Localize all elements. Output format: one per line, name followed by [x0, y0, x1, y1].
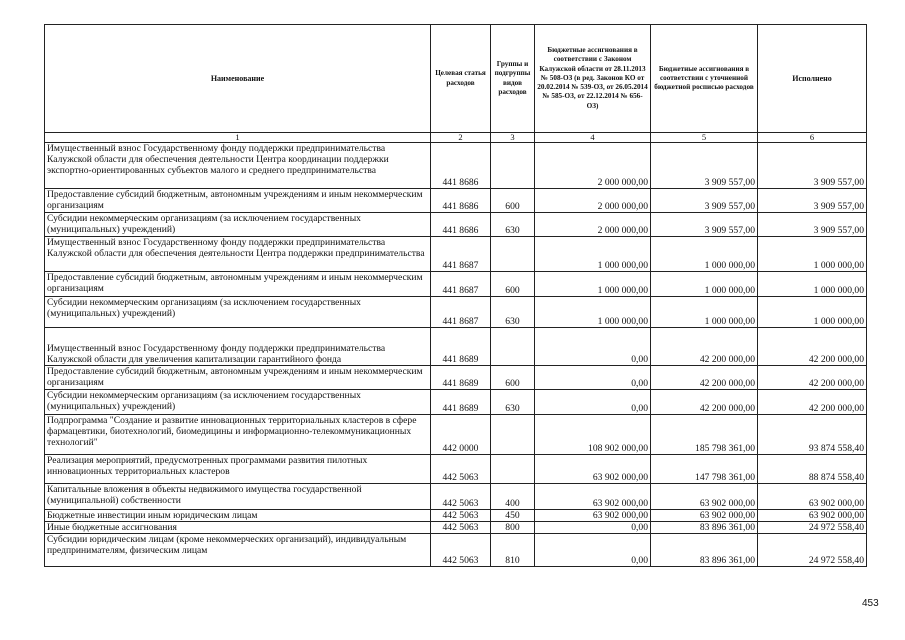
budget-table	[44, 24, 867, 567]
column-number: 4	[535, 133, 651, 143]
row-group: 600	[491, 366, 535, 390]
row-plan-amount: 63 902 000,00	[651, 510, 758, 522]
row-group: 600	[491, 189, 535, 213]
row-done-amount: 3 909 557,00	[758, 213, 867, 237]
row-name: Субсидии некоммерческим организациям (за исключением государственных (муниципальных) учреждений)	[45, 213, 431, 237]
row-group: 810	[491, 534, 535, 567]
row-article: 441 8689	[431, 366, 491, 390]
row-group: 630	[491, 297, 535, 328]
row-name: Предоставление субсидий бюджетным, автономным учреждениям и иным некоммерческим организациям	[45, 189, 431, 213]
column-number: 2	[431, 133, 491, 143]
row-article: 441 8687	[431, 237, 491, 272]
row-name: Капитальные вложения в объекты недвижимого имущества государственной (муниципальной) собственности	[45, 484, 431, 510]
header-law-allocations: Бюджетные ассигнования в соответствии с Законом Калужской области от 28.11.2013 № 508-ОЗ (в ред. Законов КО от 20.02.2014 № 539-ОЗ, от 26.05.2014 № 585-ОЗ, от 22.12.2014 № 656-ОЗ)	[535, 25, 651, 133]
table-row	[45, 213, 867, 237]
row-done-amount: 42 200 000,00	[758, 328, 867, 366]
header-row	[45, 25, 867, 133]
row-done-amount: 24 972 558,40	[758, 522, 867, 534]
column-number: 1	[45, 133, 431, 143]
row-name: Субсидии юридическим лицам (кроме некоммерческих организаций), индивидуальным предпринимателям, физическим лицам	[45, 534, 431, 567]
row-name: Иные бюджетные ассигнования	[45, 522, 431, 534]
table-row	[45, 366, 867, 390]
row-law-amount: 0,00	[535, 366, 651, 390]
row-group: 400	[491, 484, 535, 510]
row-law-amount: 1 000 000,00	[535, 297, 651, 328]
table-row	[45, 484, 867, 510]
row-plan-amount: 3 909 557,00	[651, 213, 758, 237]
row-article: 441 8686	[431, 189, 491, 213]
column-number: 6	[758, 133, 867, 143]
row-group	[491, 328, 535, 366]
row-name: Субсидии некоммерческим организациям (за исключением государственных (муниципальных) учреждений)	[45, 297, 431, 328]
row-law-amount: 0,00	[535, 328, 651, 366]
table-row	[45, 522, 867, 534]
row-name: Предоставление субсидий бюджетным, автономным учреждениям и иным некоммерческим организациям	[45, 366, 431, 390]
row-done-amount: 3 909 557,00	[758, 143, 867, 189]
row-name: Имущественный взнос Государственному фонду поддержки предпринимательства Калужской области для обеспечения деятельности Центра координации поддержки экспортно-ориентированных субъектов малого и среднего предпринимательства	[45, 143, 431, 189]
row-law-amount: 63 902 000,00	[535, 455, 651, 484]
row-plan-amount: 1 000 000,00	[651, 297, 758, 328]
row-law-amount: 0,00	[535, 534, 651, 567]
row-article: 442 5063	[431, 455, 491, 484]
header-executed: Исполнено	[758, 25, 867, 133]
row-name: Предоставление субсидий бюджетным, автономным учреждениям и иным некоммерческим организациям	[45, 272, 431, 297]
row-name: Бюджетные инвестиции иным юридическим лицам	[45, 510, 431, 522]
row-done-amount: 3 909 557,00	[758, 189, 867, 213]
row-group: 630	[491, 390, 535, 415]
row-article: 441 8689	[431, 390, 491, 415]
row-plan-amount: 83 896 361,00	[651, 534, 758, 567]
row-plan-amount: 185 798 361,00	[651, 415, 758, 455]
column-number: 5	[651, 133, 758, 143]
row-plan-amount: 1 000 000,00	[651, 237, 758, 272]
row-group	[491, 415, 535, 455]
table-row	[45, 455, 867, 484]
row-group: 630	[491, 213, 535, 237]
row-group: 450	[491, 510, 535, 522]
row-plan-amount: 3 909 557,00	[651, 143, 758, 189]
table-row	[45, 272, 867, 297]
row-article: 441 8687	[431, 297, 491, 328]
row-group: 600	[491, 272, 535, 297]
table-row	[45, 510, 867, 522]
row-article: 442 5063	[431, 534, 491, 567]
table-row	[45, 328, 867, 366]
row-plan-amount: 42 200 000,00	[651, 390, 758, 415]
row-article: 441 8686	[431, 143, 491, 189]
row-plan-amount: 42 200 000,00	[651, 328, 758, 366]
header-expense-groups: Группы и подгруппы видов расходов	[491, 25, 535, 133]
row-name: Имущественный взнос Государственному фонду поддержки предпринимательства Калужской области для обеспечения деятельности Центра поддержки предпринимательства	[45, 237, 431, 272]
row-done-amount: 24 972 558,40	[758, 534, 867, 567]
header-revised-allocations: Бюджетные ассигнования в соответствии с уточненной бюджетной росписью расходов	[651, 25, 758, 133]
row-law-amount: 108 902 000,00	[535, 415, 651, 455]
column-number-row	[45, 133, 867, 143]
table-row	[45, 143, 867, 189]
row-article: 441 8687	[431, 272, 491, 297]
budget-table-sheet	[44, 24, 867, 567]
header-target-article: Целевая статья расходов	[431, 25, 491, 133]
row-group: 800	[491, 522, 535, 534]
row-name: Имущественный взнос Государственному фонду поддержки предпринимательства Калужской области для увеличения капитализации гарантийного фонда	[45, 328, 431, 366]
row-done-amount: 63 902 000,00	[758, 510, 867, 522]
row-name: Субсидии некоммерческим организациям (за исключением государственных (муниципальных) учреждений)	[45, 390, 431, 415]
row-plan-amount: 3 909 557,00	[651, 189, 758, 213]
row-article: 442 0000	[431, 415, 491, 455]
row-law-amount: 0,00	[535, 390, 651, 415]
row-article: 442 5063	[431, 522, 491, 534]
row-law-amount: 0,00	[535, 522, 651, 534]
row-law-amount: 2 000 000,00	[535, 213, 651, 237]
page-number: 453	[862, 598, 879, 609]
row-group	[491, 455, 535, 484]
row-law-amount: 63 902 000,00	[535, 510, 651, 522]
table-row	[45, 415, 867, 455]
row-article: 442 5063	[431, 510, 491, 522]
row-done-amount: 1 000 000,00	[758, 272, 867, 297]
row-plan-amount: 1 000 000,00	[651, 272, 758, 297]
table-row	[45, 390, 867, 415]
header-name: Наименование	[45, 25, 431, 133]
row-done-amount: 93 874 558,40	[758, 415, 867, 455]
row-law-amount: 2 000 000,00	[535, 143, 651, 189]
row-name: Реализация мероприятий, предусмотренных программами развития пилотных инновационных территориальных кластеров	[45, 455, 431, 484]
row-plan-amount: 83 896 361,00	[651, 522, 758, 534]
table-row	[45, 534, 867, 567]
row-plan-amount: 147 798 361,00	[651, 455, 758, 484]
row-name: Подпрограмма "Создание и развитие инновационных территориальных кластеров в сфере фармацевтики, биотехнологий, биомедицины и информационно-телекоммуникационных технологий"	[45, 415, 431, 455]
row-law-amount: 2 000 000,00	[535, 189, 651, 213]
row-plan-amount: 63 902 000,00	[651, 484, 758, 510]
row-plan-amount: 42 200 000,00	[651, 366, 758, 390]
table-row	[45, 237, 867, 272]
row-done-amount: 42 200 000,00	[758, 390, 867, 415]
row-article: 441 8689	[431, 328, 491, 366]
table-row	[45, 189, 867, 213]
row-done-amount: 42 200 000,00	[758, 366, 867, 390]
row-law-amount: 1 000 000,00	[535, 272, 651, 297]
row-article: 442 5063	[431, 484, 491, 510]
row-done-amount: 1 000 000,00	[758, 297, 867, 328]
row-done-amount: 88 874 558,40	[758, 455, 867, 484]
table-row	[45, 297, 867, 328]
row-done-amount: 63 902 000,00	[758, 484, 867, 510]
row-done-amount: 1 000 000,00	[758, 237, 867, 272]
row-article: 441 8686	[431, 213, 491, 237]
row-law-amount: 1 000 000,00	[535, 237, 651, 272]
row-group	[491, 237, 535, 272]
column-number: 3	[491, 133, 535, 143]
row-group	[491, 143, 535, 189]
row-law-amount: 63 902 000,00	[535, 484, 651, 510]
